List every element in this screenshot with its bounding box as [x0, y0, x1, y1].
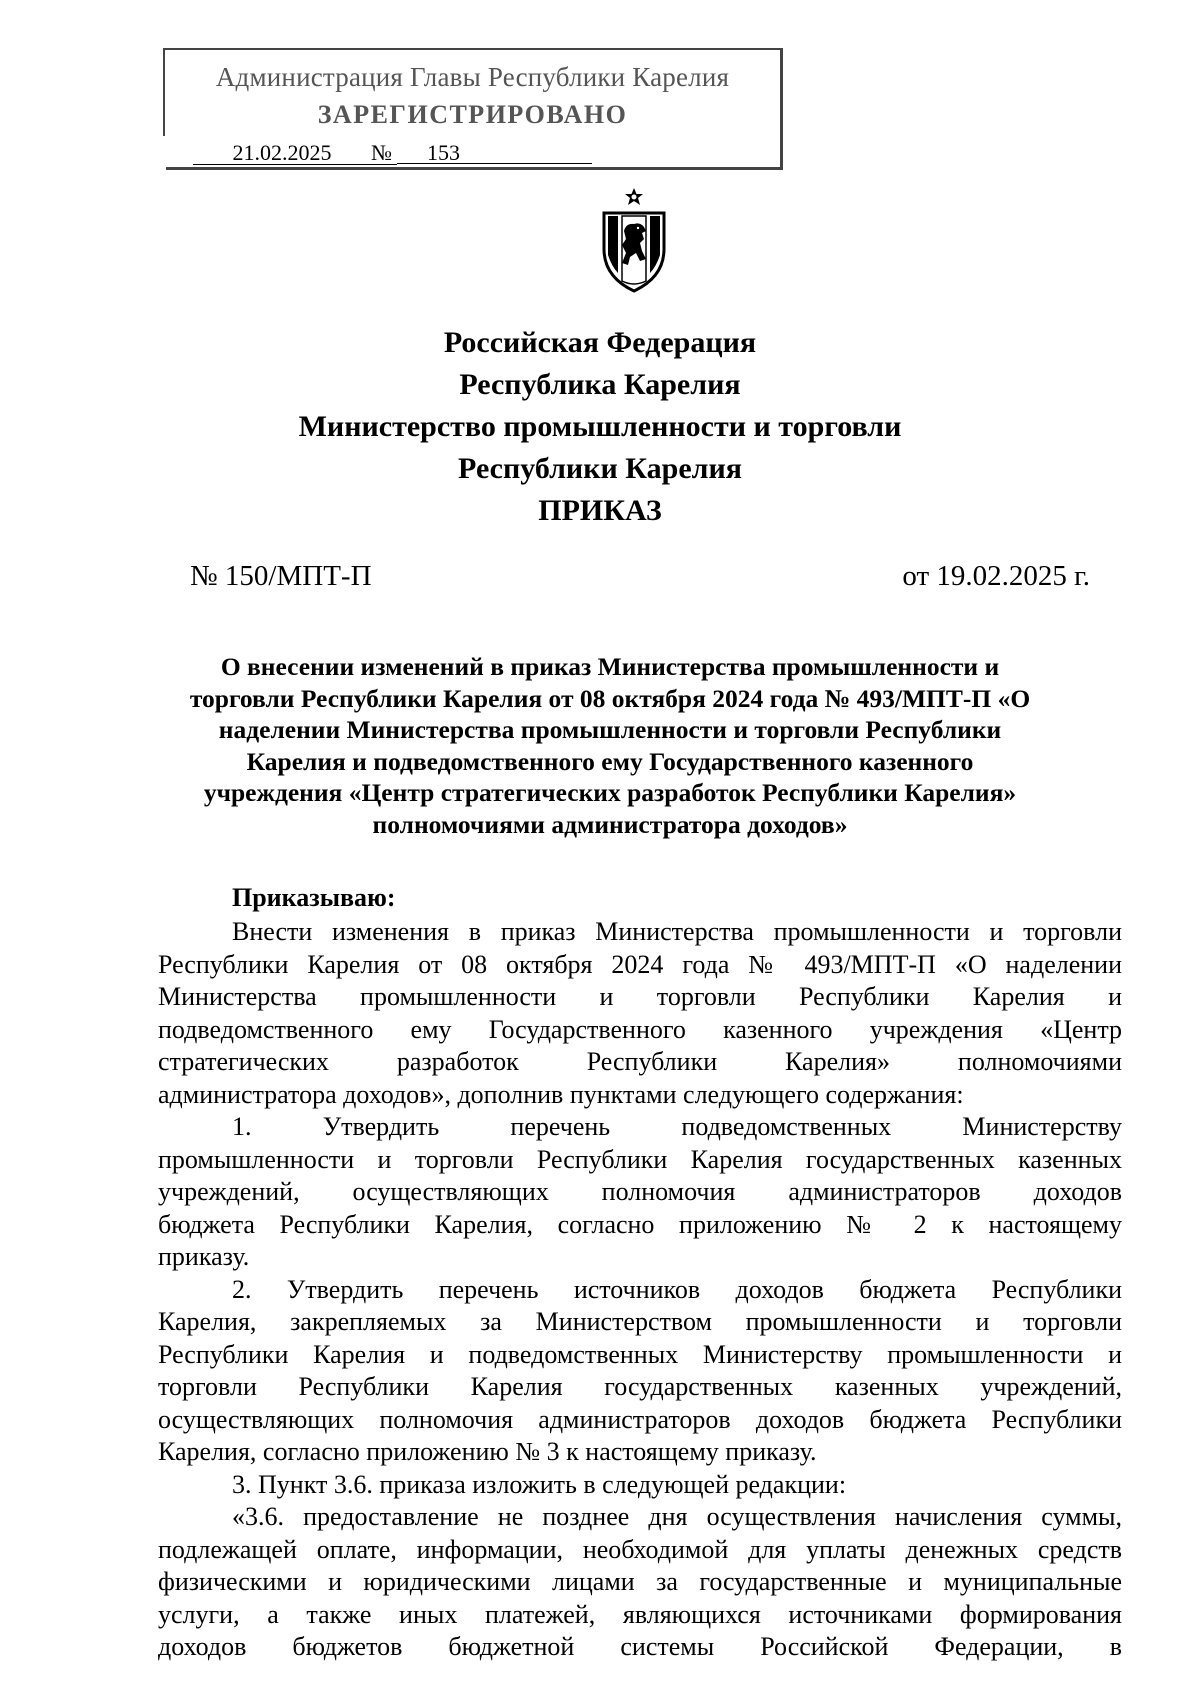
stamp-number: 153 — [397, 140, 592, 164]
stamp-status: ЗАРЕГИСТРИРОВАНО — [317, 100, 628, 129]
body-line: Министерства промышленности и торговли Республики Карелия и — [158, 982, 1122, 1011]
header-ministry: Министерство промышленности и торговли — [298, 410, 902, 443]
body-line: 1. Утвердить перечень подведомственных Министерству — [232, 1112, 1122, 1141]
body-line: подлежащей оплате, информации, необходимой для уплаты денежных средств — [158, 1534, 1122, 1564]
title-line: торговли Республики Карелия от 08 октября 2024 года № 493/МПТ-П «О — [189, 683, 1031, 713]
header-ministry-region: Республики Карелия — [458, 452, 742, 485]
order-number: № 150/МПТ-П — [190, 560, 372, 592]
body-line: 3. Пункт 3.6. приказа изложить в следующей редакции: — [232, 1469, 847, 1499]
body-line: осуществляющих полномочия администраторов доходов бюджета Республики — [158, 1404, 1122, 1434]
decree-word: Приказываю: — [232, 883, 396, 912]
body-line: доходов бюджетов бюджетной системы Российской Федерации, в — [158, 1632, 1122, 1661]
title-line: учреждения «Центр стратегических разработок Республики Карелия» — [203, 778, 1017, 807]
body-line: Карелия, согласно приложению № 3 к настоящему приказу. — [158, 1437, 817, 1466]
document-header — [0, 322, 1200, 532]
order-date: от 19.02.2025 г. — [902, 560, 1090, 592]
body-line: торговли Республики Карелия государственных казенных учреждений, — [158, 1372, 1122, 1401]
body-line: услуги, а также иных платежей, являющихся источниками формирования — [158, 1599, 1122, 1629]
body-line: «3.6. предоставление не позднее дня осуществления начисления суммы, — [232, 1502, 1122, 1531]
order-body — [158, 916, 1122, 1664]
body-line: администратора доходов», дополнив пунктами следующего содержания: — [158, 1079, 964, 1109]
stamp-organization: Администрация Главы Республики Карелия — [215, 62, 730, 92]
stamp-date: 21.02.2025 — [193, 140, 371, 165]
body-line: физическими и юридическими лицами за государственные и муниципальные — [158, 1567, 1122, 1596]
order-title — [150, 651, 1070, 840]
body-line: 2. Утвердить перечень источников доходов бюджета Республики — [232, 1274, 1122, 1304]
body-line: подведомственного ему Государственного казенного учреждения «Центр — [158, 1014, 1122, 1044]
body-line: промышленности и торговли Республики Карелия государственных казенных — [158, 1144, 1122, 1174]
title-line: Карелия и подведомственного ему Государственного казенного — [246, 746, 974, 776]
registration-stamp — [163, 48, 783, 170]
body-line: Внести изменения в приказ Министерства промышленности и торговли — [232, 917, 1122, 946]
karelia-coat-of-arms-icon — [600, 187, 668, 295]
body-line: учреждений, осуществляющих полномочия администраторов доходов — [158, 1177, 1122, 1206]
title-line: О внесении изменений в приказ Министерства промышленности и — [220, 652, 1000, 681]
header-republic: Республика Карелия — [459, 368, 741, 401]
body-line: Республики Карелия от 08 октября 2024 года № 493/МПТ-П «О наделении — [158, 949, 1122, 979]
body-line: Республики Карелия и подведомственных Министерству промышленности и — [158, 1339, 1122, 1369]
body-line: Карелия, закрепляемых за Министерством промышленности и торговли — [158, 1307, 1122, 1336]
body-line: бюджета Республики Карелия, согласно приложению № 2 к настоящему — [158, 1209, 1122, 1239]
header-country: Российская Федерация — [443, 326, 757, 359]
body-line: стратегических разработок Республики Карелия» полномочиями — [158, 1047, 1122, 1076]
body-line: приказу. — [158, 1242, 250, 1271]
stamp-registration-row — [193, 140, 592, 166]
title-line: наделении Министерства промышленности и торговли Республики — [218, 715, 1002, 744]
header-doc-type: ПРИКАЗ — [538, 494, 662, 527]
stamp-number-label: № — [371, 140, 397, 165]
title-line: полномочиями администратора доходов» — [372, 809, 848, 839]
